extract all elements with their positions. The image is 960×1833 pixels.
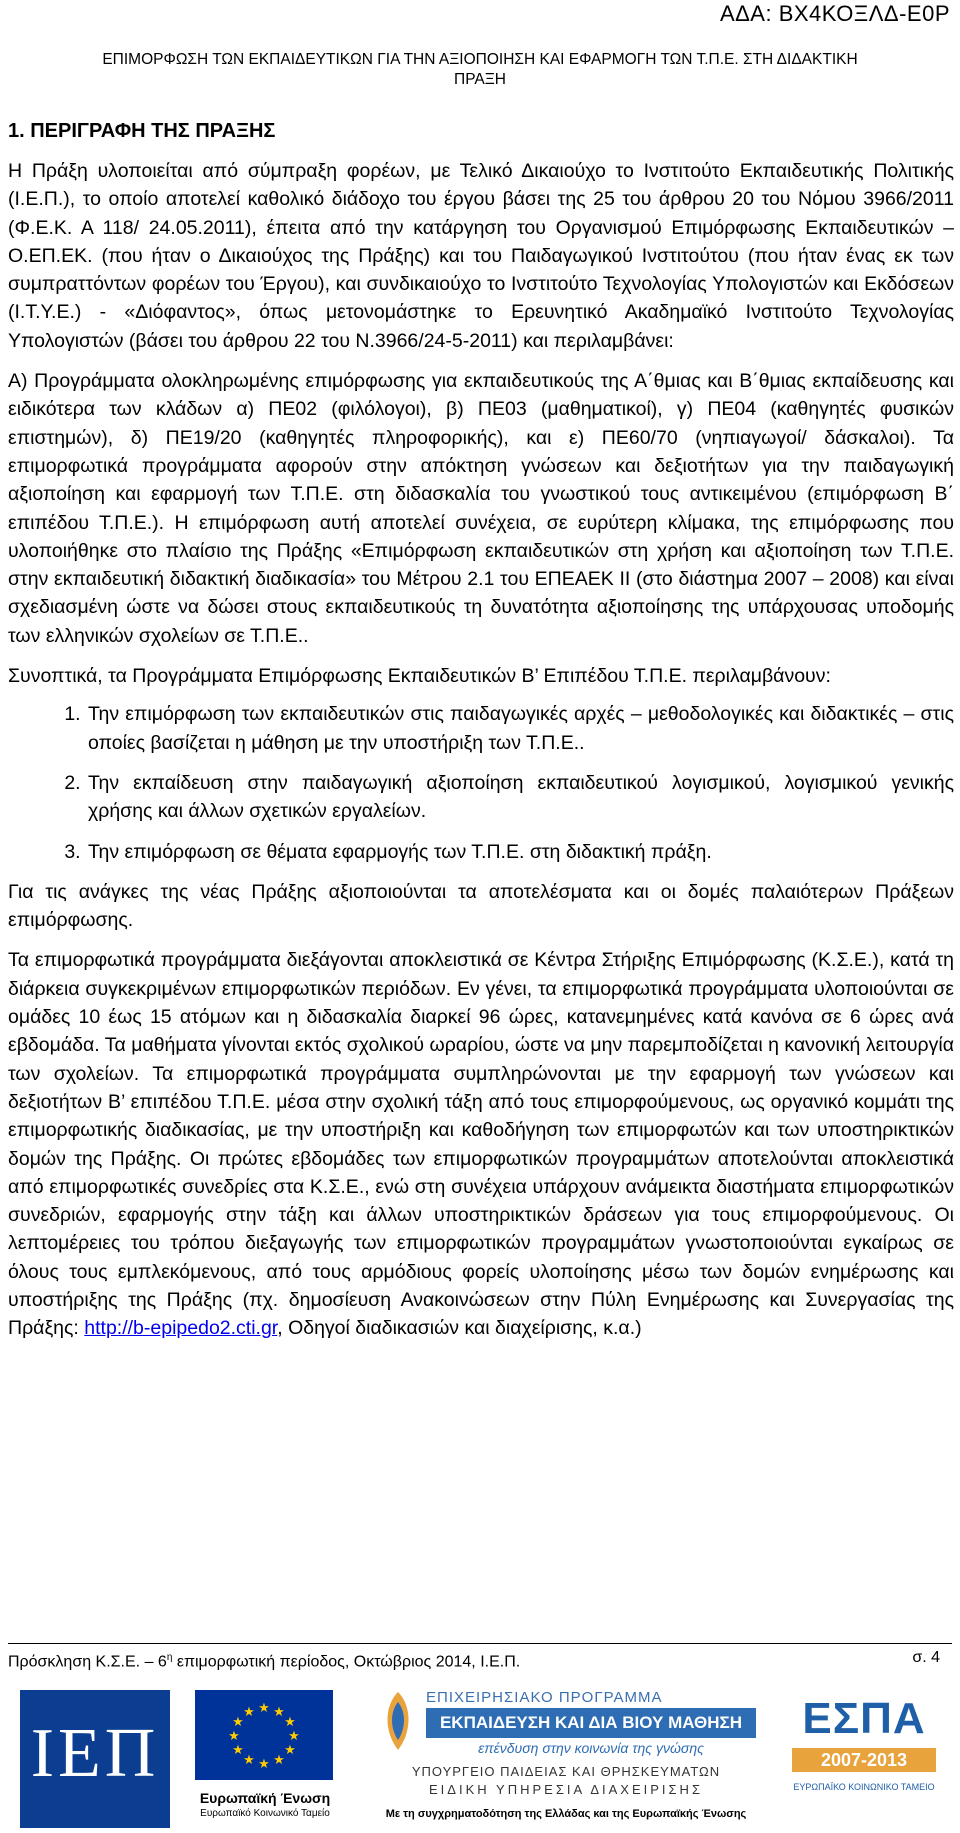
program-banner: ΕΚΠΑΙΔΕΥΣΗ ΚΑΙ ΔΙΑ ΒΙΟΥ ΜΑΘΗΣΗ [426,1708,756,1738]
espa-title: ΕΣΠΑ [802,1694,926,1743]
service-name: ΕΙΔΙΚΗ ΥΠΗΡΕΣΙΑ ΔΙΑΧΕΙΡΙΣΗΣ [429,1782,703,1797]
espa-logo [776,1690,952,1820]
svg-text:★: ★ [288,1729,300,1744]
logo-strip [8,1682,952,1828]
svg-text:★: ★ [243,1753,255,1768]
svg-text:★: ★ [258,1701,270,1716]
paragraph-results: Για τις ανάγκες της νέας Πράξης αξιοποιούνται τα αποτελέσματα και οι δομές παλαιότερων Πράξεων επιμόρφωσης. [8,880,954,932]
footer-note-post: επιμορφωτική περίοδος, Οκτώβριος 2014, Ι.Ε.Π. [172,1653,521,1671]
svg-text:★: ★ [273,1753,285,1768]
eu-caption: Ευρωπαϊκή Ένωση [199,1790,331,1806]
cofunding-note: Με τη συγχρηματοδότηση της Ελλάδας και της Ευρωπαϊκής Ένωσης [385,1808,747,1820]
svg-text:★: ★ [232,1743,244,1758]
portal-link[interactable]: http://b-epipedo2.cti.gr [84,1317,278,1340]
paragraph-summary: Συνοπτικά, τα Προγράμματα Επιμόρφωσης Εκπαιδευτικών Β’ Επιπέδου Τ.Π.Ε. περιλαμβάνουν: [8,665,831,688]
paragraph-conduct [8,946,954,1342]
running-header [20,50,940,90]
running-header-line2: ΠΡΑΞΗ [454,71,506,88]
program-tagline: επένδυση στην κοινωνία της γνώσης [478,1740,704,1756]
ministry-name: ΥΠΟΥΡΓΕΙΟ ΠΑΙΔΕΙΑΣ ΚΑΙ ΘΡΗΣΚΕΥΜΑΤΩΝ [411,1764,721,1779]
paragraph-conduct-end: , Οδηγοί διαδικασιών και διαχείρισης, κ.α.) [277,1317,642,1340]
document-body [8,157,954,1355]
svg-text:★: ★ [243,1705,255,1720]
espa-fund: ΕΥΡΩΠΑΪΚΟ ΚΟΙΝΩΝΙΚΟ ΤΑΜΕΙΟ [793,1782,935,1792]
espa-years: 2007-2013 [792,1748,936,1772]
paragraph-programs: Α) Προγράμματα ολοκληρωμένης επιμόρφωσης για εκπαιδευτικούς της Α΄θμιας και Β΄θμιας εκπαίδευσης και ειδικότερα των κλάδων α) ΠΕ02 (φιλόλογοι), β) ΠΕ03 (μαθηματικοί), γ) ΠΕ04 (καθηγητές φυσικών επιστημών), δ) ΠΕ19/20 (καθηγητές πληροφορικής), και ε) ΠΕ60/70 (νηπιαγωγοί/ δάσκαλοι). Τα επιμορφωτικά προγράμματα αφορούν στην απόκτηση γνώσεων και δεξιοτήτων για την παιδαγωγική αξιοποίηση και εφαρμογή των Τ.Π.Ε. στη διδασκαλία του γνωστικού τους αντικειμένου (επιμόρφωση Β΄ επιπέδου Τ.Π.Ε.). Η επιμόρφωση αυτή αποτελεί συνέχεια, σε ευρύτερη κλίμακα, της επιμόρφωσης που υλοποιήθηκε στο πλαίσιο της Πράξης «Επιμόρφωση εκπαιδευτικών στη χρήση και αξιοποίηση των Τ.Π.Ε. στην εκπαιδευτική διδακτική διαδικασία» του Μέτρου 2.1 του ΕΠΕΑΕΚ ΙΙ (στο διάστημα 2007 – 2008) και είναι σχεδιασμένη ώστε να δώσει στους εκπαιδευτικούς τη δυνατότητα αξιοποίησης της υπάρχουσας υποδομής των ελληνικών σχολείων σε Τ.Π.Ε.. [8,370,954,647]
list-item: 2. Την εκπαίδευση στην παιδαγωγική αξιοποίηση εκπαιδευτικού λογισμικού, λογισμικού γενικής χρήσης και άλλων σχετικών εργαλείων. [86,769,954,826]
footer-divider [8,1643,952,1644]
footer-note [8,1648,520,1672]
eu-logo [190,1690,340,1828]
list-item: 3. Την επιμόρφωση σε θέματα εφαρμογής των Τ.Π.Ε. στη διδακτική πράξη. [86,838,954,866]
footer-note-pre: Πρόσκληση Κ.Σ.Ε. – 6 [8,1653,167,1671]
svg-text:★: ★ [284,1743,296,1758]
svg-text:★: ★ [258,1757,270,1772]
page-number: σ. 4 [912,1649,940,1666]
eu-subcaption: Ευρωπαϊκό Κοινωνικό Ταμείο [200,1808,330,1819]
footer-note-sup: η [166,1652,173,1663]
iep-logo-text: ΙΕΠ [30,1715,160,1792]
section-title: 1. ΠΕΡΙΓΡΑΦΗ ΤΗΣ ΠΡΑΞΗΣ [8,120,276,142]
svg-text:★: ★ [284,1715,296,1730]
program-emblem-icon [374,1688,422,1754]
program-logo [366,1682,756,1828]
numbered-list [8,700,954,865]
iep-logo [20,1690,170,1828]
program-title: ΕΠΙΧΕΙΡΗΣΙΑΚΟ ΠΡΟΓΡΑΜΜΑ [426,1689,663,1706]
eu-flag-icon [195,1690,333,1780]
paragraph-intro: Η Πράξη υλοποιείται από σύμπραξη φορέων, με Τελικό Δικαιούχο το Ινστιτούτο Εκπαιδευτικής Πολιτικής (Ι.Ε.Π.), το οποίο αποτελεί καθολικό διάδοχο του έργου βάσει της 25 του άρθρου 20 του Νόμου 3966/2011 (Φ.Ε.Κ. Α 118/ 24.05.2011), έπειτα από την κατάργηση του Οργανισμού Επιμόρφωσης Εκπαιδευτικών – Ο.ΕΠ.ΕΚ. (που ήταν ο Δικαιούχος της Πράξης) και του Παιδαγωγικού Ινστιτούτου (που ήταν ένας εκ των συμπραττόντων φορέων του Έργου), και συνδικαιούχο το Ινστιτούτο Τεχνολογίας Υπολογιστών και Εκδόσεων (Ι.Τ.Υ.Ε.) - «Διόφαντος», όπως μετονομάστηκε το Ερευνητικό Ακαδημαϊκό Ινστιτούτο Τεχνολογίας Υπολογιστών (βάσει του άρθρου 22 του Ν.3966/24-5-2011) και περιλαμβάνει: [8,160,954,352]
running-header-line1: ΕΠΙΜΟΡΦΩΣΗ ΤΩΝ ΕΚΠΑΙΔΕΥΤΙΚΩΝ ΓΙΑ ΤΗΝ ΑΞΙΟΠΟΙΗΣΗ ΚΑΙ ΕΦΑΡΜΟΓΗ ΤΩΝ Τ.Π.Ε. ΣΤΗ ΔΙΔΑΚΤΙΚΗ [102,51,858,68]
svg-text:★: ★ [228,1729,240,1744]
svg-text:★: ★ [273,1705,285,1720]
ada-code: ΑΔΑ: ΒΧ4ΚΟΞΛΔ-Ε0Ρ [719,1,950,26]
paragraph-conduct-text: Τα επιμορφωτικά προγράμματα διεξάγονται αποκλειστικά σε Κέντρα Στήριξης Επιμόρφωσης (Κ.Σ.Ε.), κατά τη διάρκεια συγκεκριμένων επιμορφωτικών περιόδων. Εν γένει, τα επιμορφωτικά προγράμματα υλοποιούνται σε ομάδες 10 έως 15 ατόμων και η διδασκαλία διαρκεί 96 ώρες, κατανεμημένες κατά κανόνα σε 6 ώρες ανά εβδομάδα. Τα μαθήματα γίνονται εκτός σχολικού ωραρίου, ώστε να μην παρεμποδίζεται η κανονική λειτουργία των σχολείων. Τα επιμορφωτικά προγράμματα συμπληρώνονται με την εφαρμογή των γνώσεων και δεξιοτήτων Β’ επιπέδου Τ.Π.Ε. μέσα στην σχολική τάξη από τους επιμορφούμενους, ως οργανικό κομμάτι της επιμορφωτικής διαδικασίας, με την υποστήριξη και καθοδήγηση των επιμορφωτών και των υποστηρικτικών δομών της Πράξης. Οι πρώτες εβδομάδες των επιμορφωτικών προγραμμάτων αποτελούνται αποκλειστικά από επιμορφωτικές συνεδρίες στα Κ.Σ.Ε., ενώ στη συνέχεια υπάρχουν ανάμεικτα διαστήματα επιμορφωτικών συνεδριών, εφαρμογής στην τάξη και άλλων υποστηρικτικών δράσεων για τους επιμορφούμενους. Οι λεπτομέρειες του τρόπου διεξαγωγής των επιμορφωτικών προγραμμάτων γνωστοποιούνται εγκαίρως σε όλους τους εμπλεκόμενους, από τους αρμόδιους φορείς υλοποίησης μέσω των δομών ενημέρωσης και υποστήριξης της Πράξης (πχ. δημοσίευση Ανακοινώσεων στην Πύλη Ενημέρωσης και Συνεργασίας της Πράξης: [8,949,954,1340]
svg-text:★: ★ [232,1715,244,1730]
list-item: 1. Την επιμόρφωση των εκπαιδευτικών στις παιδαγωγικές αρχές – μεθοδολογικές και διδακτικές – στις οποίες βασίζεται η μάθηση με την υποστήριξη των Τ.Π.Ε.. [86,700,954,757]
